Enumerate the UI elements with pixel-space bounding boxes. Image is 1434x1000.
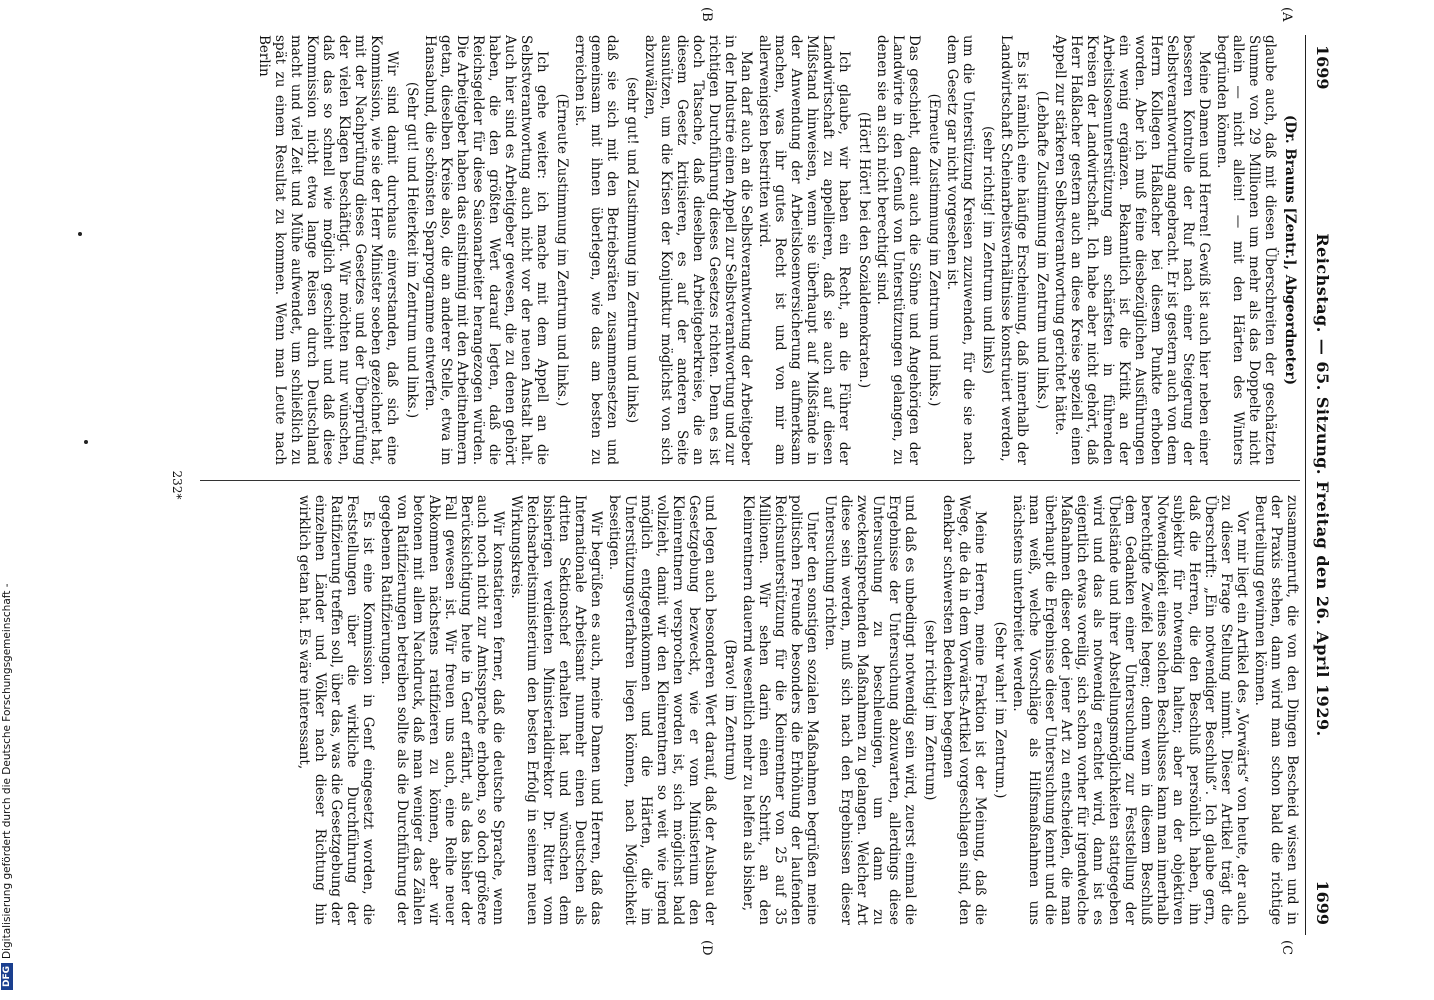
speck — [84, 440, 88, 444]
margin-mark-c: (C — [1279, 940, 1294, 956]
dfg-logo: DFG — [1, 963, 13, 990]
page-number-right: 1699 — [1313, 880, 1332, 925]
paragraph: um die Unterstützung Kreisen zuzuwenden, für die sie nach dem Gesetz gar nicht vorgesehen ist. — [944, 35, 976, 465]
margin-mark-b: (B — [699, 7, 714, 22]
document-page — [134, 7, 1334, 956]
paragraph: und daß es unbedingt notwendig sein wird, zuerst einmal die Ergebnisse der Untersuchung abzuwarten, allerdings diese Untersuchung zu beschleunigen, um dann zu zweckentsprechenden Maßnahmen zu gelangen. Welcher Art diese sein werden, muß sich nach den Ergebnissen dieser Untersuchung richten. — [822, 495, 918, 925]
paragraph: Ich glaube, wir haben ein Recht, an die Führer der Landwirtschaft zu appellieren, daß sie auch auf diesen Mißstand hinweisen, wenn sie überhaupt auf Mißstände in der Anwendung der Arbeitslosenversicherung aufmerksam machen, was ihr gutes Recht ist und von mir am allerwenigsten bestritten wird. — [756, 35, 852, 465]
column-divider — [200, 480, 1300, 481]
interjection: (Lebhafte Zustimmung im Zentrum und links.) — [1034, 90, 1050, 410]
speaker-line: (Dr. Brauns [Zentr.], Abgeordneter) — [1282, 114, 1298, 386]
paragraph: und legen auch besonderen Wert darauf, daß der Ausbau der Gesetzgebung bezweckt, wie er vom Ministerium den Kleinrentnern versprochen worden ist, sich möglichst bald vollzieht, damit wir den Kleinrentnern so weit wie irgend möglich entgegenkommen und die Härten, die im Unterstützungsverfahren liegen können, nach Möglichkeit beseitigen. — [606, 495, 718, 925]
interjection: (Hört! Hört! bei den Sozialdemokraten.) — [856, 111, 872, 389]
interjection: (Sehr gut! und Heiterkeit im Zentrum und links.) — [404, 81, 420, 419]
right-column — [200, 495, 1300, 925]
page-number-left: 1699 — [1313, 45, 1332, 90]
paragraph: Meine Damen und Herren! Gewiß ist auch hier neben einer besseren Kontrolle der Ruf nach einer Steigerung der Selbstverantwortung angebracht. Er ist gestern auch von dem Herrn Kollegen Haßlacher bei diesem Punkte erhoben worden. Aber ich muß feine diesbezüglichen Ausführungen ein wenig ergänzen. Bekanntlich ist die Kritik an der Arbeitslosenunterstützung am schärfsten in führenden Kreisen der Landwirtschaft. Ich habe aber nicht gehört, daß Herr Haßlacher gestern auch an diese Kreise speziell einen Appell zur stärkeren Selbstverantwortung gerichtet hätte. — [1052, 35, 1212, 465]
interjection: (Erneute Zustimmung im Zentrum und links.) — [926, 93, 942, 407]
paragraph: Unter den sonstigen sozialen Maßnahmen begrüßen meine politischen Freunde besonders die Erhöhung der laufenden Reichsunterstützung für die Kleinrentner von 25 auf 35 Millionen. Wir sehen darin einen Schritt, an den Kleinrentnern dauernd wesentlich mehr zu helfen als bisher, — [740, 495, 820, 925]
paragraph: Das geschieht, damit auch die Söhne und Angehörigen der Landwirte in den Genuß von Unterstützungen gelangen, zu denen sie an sich nicht berechtigt sind. — [874, 35, 922, 465]
credit-text: Digitalisierung gefördert durch die Deutsche Forschungsgemeinschaft - — [1, 583, 13, 959]
page-header — [1306, 35, 1334, 935]
margin-mark-a: (A — [1279, 7, 1294, 22]
interjection: (Sehr wahr! im Zentrum.) — [992, 621, 1008, 799]
interjection: (sehr richtig! im Zentrum) — [922, 619, 938, 801]
footer-page-mark: 232* — [170, 470, 184, 500]
speck — [78, 232, 82, 236]
paragraph: zusammenruft, die von den Dingen Bescheid wissen und in der Praxis stehen, dann wird man schon bald die richtige Beurteilung gewinnen können. — [1252, 495, 1300, 925]
paragraph: Wir begrüßen es auch, meine Damen und Herren, daß das Internationale Arbeitsamt nunmehr einen Deutschen als dritten Sektionschef erhalten hat und wünschen dem bisherigen verdienten Ministerialdirektor Dr. Ritter vom Reichsarbeitsministerium den besten Erfolg in seinem neuen Wirkungskreis. — [508, 495, 604, 925]
interjection: (sehr gut! und Zustimmung im Zentrum und links) — [624, 76, 640, 424]
paragraph: Meine Herren, meine Fraktion ist der Meinung, daß die Wege, die da in dem Vorwärts-Artikel vorgeschlagen sind, den denkbar schwersten Bedenken begegnen — [940, 495, 988, 925]
left-column — [200, 35, 1300, 465]
paragraph: Wir sind damit durchaus einverstanden, daß sich eine Kommission, wie sie der Herr Minister soeben gezeichnet hat, mit der Nachprüfung dieses Gesetzes und der Überprüfung der vielen Klagen beschäftigt. Wir möchten nur wünschen, daß das so schnell wie möglich geschieht und daß diese Kommission nicht etwa lange Reisen durch Deutschland macht und viel Zeit und Mühe aufwendet, um schließlich zu spät zu einem Resultat zu kommen. Wenn man Leute nach Berlin — [256, 35, 400, 465]
interjection: (Erneute Zustimmung im Zentrum und links.) — [554, 93, 570, 407]
header-rule — [1305, 35, 1306, 935]
digitization-credit — [0, 0, 14, 990]
paragraph: Vor mir liegt ein Artikel des „Vorwärts“ von heute, der auch zu dieser Frage Stellung nimmt. Dieser Artikel trägt die Überschrift: „Ein notwendiger Beschluß“. Ich glaube gern, daß die Herren, die den Beschluß persönlich haben, ihn subjektiv für notwendig halten; aber an der objektiven Notwendigkeit eines solchen Beschlusses kann man innerhalb berechtigte Zweifel hegen; denn wenn in diesem Beschluß dem Gedanken einer Untersuchung zur Feststellung der Übelstände und ihrer Abstellungsmöglichkeiten stattgegeben wird und das als notwendig erachtet wird, dann ist es eigentlich etwas voreilig, sich schon vorher für irgendwelche Maßnahmen dieser oder jener Art zu entscheiden, die man überhaupt die Ergebnisse dieser Untersuchung kennt und die man weiß, welche Vorschläge als Hilfsmaßnahmen uns nächstens unterbreitet werden. — [1010, 495, 1250, 925]
paragraph: glaube auch, daß mit diesen Überschreiten der geschätzten Summe von 29 Millionen um mehr als das Doppelte nicht allein — nicht allein! — mit den Härten des Winters begründen können. — [1214, 35, 1278, 465]
paragraph: Es ist eine Kommission in Genf eingesetzt worden, die Feststellungen über die wirkliche Durchführung der Ratifizierung treffen soll, über das, was die Gesetzgebung der einzelnen Länder und Völker nach dieser Richtung hin wirklich getan hat. Es wäre interessant, — [296, 495, 376, 925]
interjection: (Bravo! im Zentrum) — [722, 639, 738, 781]
paragraph: Ich gehe weiter: ich mache mit dem Appell an die Selbstverantwortung auch nicht vor der neuen Anstalt halt. Auch hier sind es Arbeitgeber gewesen, die zu denen gehört haben, die den größten Wert darauf legten, daß die Reichsgelder für diese Saisonarbeiter herangezogen würden. Die Arbeitgeber haben das einstimmig mit den Arbeitnehmern getan, dieselben Kreise also, die an anderer Stelle, etwa im Hansabund, die schönsten Sparprogramme entwerfen. — [422, 35, 550, 465]
paragraph: daß sie sich mit den Betriebsräten zusammensetzen und gemeinsam mit ihnen überlegen, wie das am besten zu erreichen ist. — [572, 35, 620, 465]
margin-mark-d: (D — [699, 940, 714, 956]
page-title: Reichstag. — 65. Sitzung. Freitag den 26. April 1929. — [1313, 233, 1332, 737]
paragraph: Wir konstatieren ferner, daß die deutsche Sprache, wenn auch noch nicht zur Amtssprache erhoben, so doch größere Berücksichtigung heute in Genf erfährt, als das bisher der Fall gewesen ist. Wir freuen uns auch, eine Reihe neuer Abkommen nächstens ratifizieren zu können, aber wir betonen mit allem Nachdruck, daß man weniger das Zählen von Ratifizierungen betreiben sollte als die Durchführung der gegebenen Ratifizierungen. — [378, 495, 506, 925]
paragraph: Man darf auch an die Selbstverantwortung der Arbeitgeber in der Industrie einen Appell zur Selbstverantwortung und zur richtigen Durchführung dieses Gesetzes richten. Denn es ist doch Tatsache, daß dieselben Arbeitgeberkreise, die an diesem Gesetz kritisieren, es auf der anderen Seite ausnützen, um die Krisen der Konjunktur möglichst von sich abzuwälzen, — [642, 35, 754, 465]
interjection: (sehr richtig! im Zentrum und links) — [980, 126, 996, 374]
paragraph: Es ist nämlich eine häufige Erscheinung, daß innerhalb der Landwirtschaft Scheinarbeitsverhältnisse konstruiert werden, — [998, 35, 1030, 465]
